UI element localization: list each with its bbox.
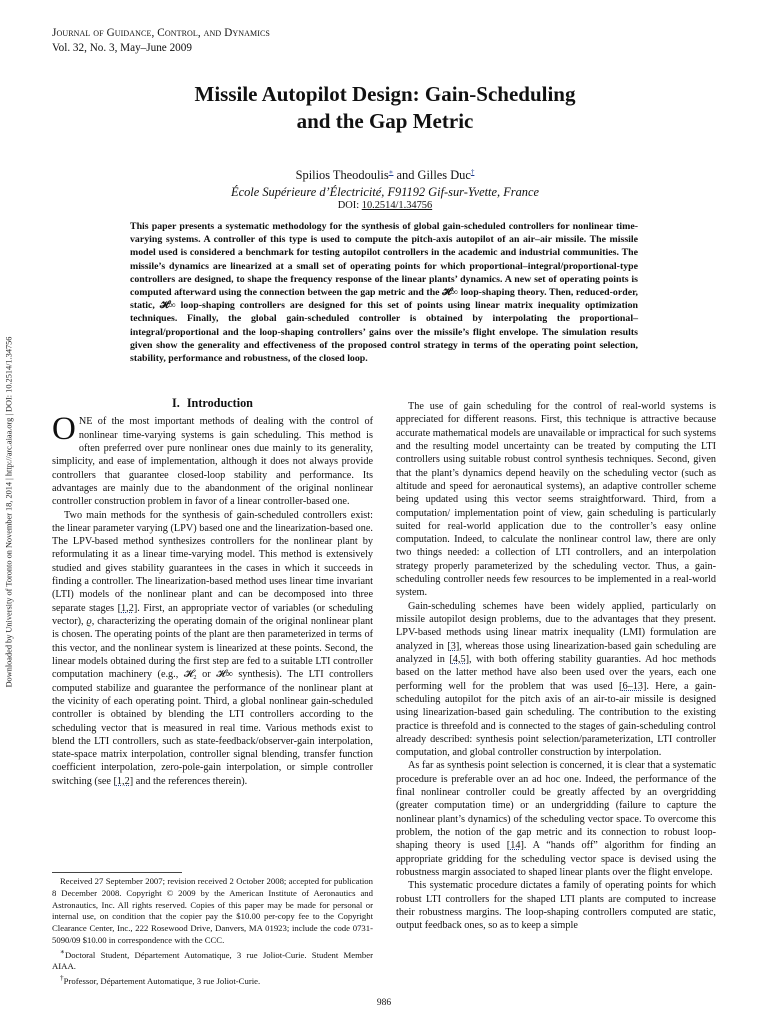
left-column <box>52 397 373 788</box>
abstract-hinf-1: 𝓗∞ <box>442 286 459 298</box>
abstract-hinf-2: 𝓗∞ <box>159 300 176 312</box>
rp2-text-c: ], with both offering stability guaranties. Ad hoc methods based on the latter method have also been used over the years, each one performing well for the problem that was used [ <box>396 653 716 692</box>
section-title: Introduction <box>186 396 253 410</box>
download-sidebar <box>2 322 16 702</box>
doi-line <box>100 200 670 211</box>
intro-lead: NE <box>78 416 93 428</box>
intro-paragraph-1-text: of the most important methods of dealing with the control of nonlinear time-varying systems is gain scheduling. This method is often preferred over pure nonlinear ones due mainly to its generality, simplicity, and ease of implementation, although it does not always provide controllers that guarantee closed-loop stability and performance. Its advantages are mainly due to the abandonment of the original nonlinear controller construction problem in favor of a linear controller-based one. <box>52 416 373 508</box>
journal-header <box>52 26 270 56</box>
footnote-divider <box>52 872 182 873</box>
citation-link[interactable]: 4,5 <box>452 653 466 665</box>
right-column <box>396 400 716 933</box>
rp2-text-a: Gain-scheduling schemes have been widely applied, particularly on missile autopilot design problems, due to the advantages that they present. LPV-based methods using linear matrix inequality (LMI) formulation are analyzed in [ <box>396 600 716 652</box>
author-conjunction: and <box>393 168 418 183</box>
citation-link[interactable]: 1,2 <box>116 775 130 787</box>
abstract-text-3: loop-shaping controllers are designed for this set of points using linear matrix inequality optimization techniques. Finally, the global gain-scheduled controller is obtained by interpolating the proportional–integral/proportional and the loop-shaping controllers’ gains over the missile’s flight envelope. The simulation results given show the generality and effectiveness of the proposed control strategy in terms of the operating point selection, stability, performance and robustness, of the closed loop. <box>130 300 638 364</box>
author-2-footnote-link[interactable]: † <box>470 168 475 176</box>
abstract-text-2: loop-shaping theory. Then, reduced-order, static, <box>130 286 638 312</box>
p2-text-a: Two main methods for the synthesis of gain-scheduled controllers exist: the linear parameter varying (LPV) based one and the linearization-based one. The LPV-based method synthesizes controllers for the nonlinear plant by reformulating it as a linear time-varying model. This method is extensively studied and gives stability guarantees in the cases in which it succeeds in finding a controller. The linearization-based method uses linear time invariant (LTI) models of the nonlinear plant and can be decomposed into three separate stages [ <box>52 509 373 614</box>
affiliation: École Supérieure d’Électricité, F91192 Gif-sur-Yvette, France <box>231 185 539 200</box>
p2-or: or <box>196 669 217 681</box>
download-note: Downloaded by University of Toronto on November 18, 2014 | http://arc.aiaa.org | DOI: 10.2514/1.34756 <box>4 336 14 688</box>
citation-link[interactable]: 3 <box>450 640 456 652</box>
drop-cap: O <box>52 411 76 448</box>
p2-text-d: synthesis). The LTI controllers computed stabilize and guarantee the performance of the nonlinear plant at the vicinity of each operating point. Third, a global nonlinear gain-scheduled controller is obtained by blending the LTI controllers according to the scheduling vector that is measured in real time. Various methods exist to blend the LTI controllers, such as state-feedback/observer-gain interpolation, state-space matrix interpolation, controller signal blending, transfer function coefficient interpolation, zero-pole-gain interpolation, or simple controller switching (see [ <box>52 669 373 787</box>
right-paragraph-1: The use of gain scheduling for the control of real-world systems is appreciated for different reasons. First, this technique is attractive because accurate mathematical models are unavailable or impractical for such systems and the resulting model uncertainty can be treated by computing the LTI controllers using suitable robust control synthesis techniques. Second, given that the plant’s dynamics depend heavily on the scheduling vector (such as altitude and speed for aeronautical systems), an adaptive controller scheme being updated using this vector seems straightforward. Third, from a computation/ implementation point of view, gain scheduling is particularly suited for real-world application due to the controller’s easy online computation. Indeed, to calculate the nonlinear control law, there are only two things needed: a collection of LTI controllers, and an interpolation strategy properly parameterized by the scheduling vector. Thus, a gain-scheduling controller needs few resources to be implemented in a real-world system. <box>396 401 716 599</box>
author-2: Gilles Duc <box>417 168 471 183</box>
intro-paragraph-2 <box>52 509 373 789</box>
doi-link[interactable]: 10.2514/1.34756 <box>361 200 433 211</box>
abstract <box>130 220 638 365</box>
hinf-symbol: 𝓗∞ <box>216 669 233 681</box>
abstract-text-1: This paper presents a systematic methodology for the synthesis of global gain-scheduled controllers for nonlinear time-varying systems. A controller of this type is used to compute the pitch-axis autopilot of an air–air missile. The missile model used is considered a benchmark for testing autopilot controllers in the academic and industrial communities. The missile’s dynamics are linearized at a small set of operating points for which proportional–integral/proportional-type controllers are designed, to shape the frequency response of the linear plants’ dynamics. A new set of operating points is computed afterward using the connection between the gap metric and the <box>130 221 638 298</box>
journal-volume: Vol. 32, No. 3, May–June 2009 <box>52 42 192 54</box>
received-note: Received 27 September 2007; revision received 2 October 2008; accepted for publication 8 December 2008. Copyright © 2009 by the American Institute of Aeronautics and Astronautics, Inc. All rights reserved. Copies of this paper may be made for personal or internal use, on condition that the copier pay the $10.00 per-copy fee to the Copyright Clearance Center, Inc., 222 Rosewood Drive, Danvers, MA 01923; include the code 0731-5090/09 $10.00 in correspondence with the CCC. <box>52 876 373 945</box>
citation-link[interactable]: 14 <box>510 840 521 852</box>
h2-symbol: 𝓗₂ <box>183 669 197 681</box>
rp2-text-d: ]. Here, a gain-scheduling autopilot for the pitch axis of an air-to-air missile is designed using linearization-based gain scheduling. The contribution to the existing practice is threefold and is connected to the stages of gain-scheduling control already described: synthesis point selection/parameterization, LTI controller computation, and global controller construction by interpolation. <box>396 680 716 759</box>
author-names <box>100 164 670 184</box>
right-paragraph-2 <box>396 600 716 760</box>
title-line-1: Missile Autopilot Design: Gain-Scheduling <box>194 82 576 106</box>
title-line-2: and the Gap Metric <box>296 109 474 133</box>
page-number: 986 <box>376 998 392 1008</box>
footnote-1-text: Doctoral Student, Département Automatique, 3 rue Joliot-Curie. Student Member AIAA. <box>52 949 373 972</box>
rp3-text-a: As far as synthesis point selection is concerned, it is clear that a systematic procedure is preferable over an ad hoc one. Indeed, the performance of the final nonlinear controller could be greatly affected by an overgridding (greater computation time) or an undergridding (failure to capture the nonlinear plant’s dynamics) of the scheduling vector space. To overcome this problem, the notion of the gap metric and its connection to robust loop-shaping theory is used [ <box>396 760 716 852</box>
section-number: I. <box>172 396 180 410</box>
footnote-2-text: Professor, Département Automatique, 3 rue Joliot-Curie. <box>63 975 261 986</box>
author-1: Spilios Theodoulis <box>295 168 389 183</box>
author-1-footnote-link[interactable]: ∗ <box>388 168 394 176</box>
journal-name: Journal of Guidance, Control, and Dynamics <box>52 27 270 39</box>
intro-paragraph-1 <box>52 411 373 508</box>
section-heading <box>52 397 373 410</box>
citation-link[interactable]: 6–13 <box>622 680 643 692</box>
footnote-1 <box>52 947 373 973</box>
rp2-text-b: ], whereas those using linearization-based gain scheduling are analyzed in [ <box>396 640 717 665</box>
scheduling-vector-symbol: ϱ <box>86 616 92 627</box>
p2-text-b: ]. First, an appropriate vector of variables (or scheduling vector), <box>52 602 373 627</box>
footnote-2-mark: † <box>60 973 64 982</box>
right-paragraph-4: This systematic procedure dictates a family of operating points for which robust LTI controllers for the shaped LTI plants are computed to increase their robustness margins. The loop-shaping controllers computed are static, output feedback ones, so as to keep a simple <box>396 880 716 932</box>
p2-text-c: , characterizing the operating domain of the original nonlinear plant is chosen. The operating points of the plant are then parameterized in terms of this vector, and the nonlinear system is linearized at these points. Second, the linear models obtained during the first step are fed to a suitable LTI controller computation machinery (e.g., <box>52 616 373 681</box>
p2-text-e: ] and the references therein). <box>129 775 248 787</box>
footnote-2 <box>52 973 373 988</box>
author-block <box>100 164 670 201</box>
citation-link[interactable]: 1,2 <box>121 602 134 614</box>
footnote-1-mark: ∗ <box>60 947 65 956</box>
doi-label: DOI: <box>337 200 362 211</box>
footnotes <box>52 876 373 988</box>
rp3-text-b: ]. A “hands off” algorithm for finding an appropriate gridding for the scheduling vector space is devised using the robustness margin associated to shaped linear plants over the flight envelope. <box>396 840 716 878</box>
right-paragraph-3 <box>396 759 716 879</box>
paper-title <box>100 81 670 135</box>
